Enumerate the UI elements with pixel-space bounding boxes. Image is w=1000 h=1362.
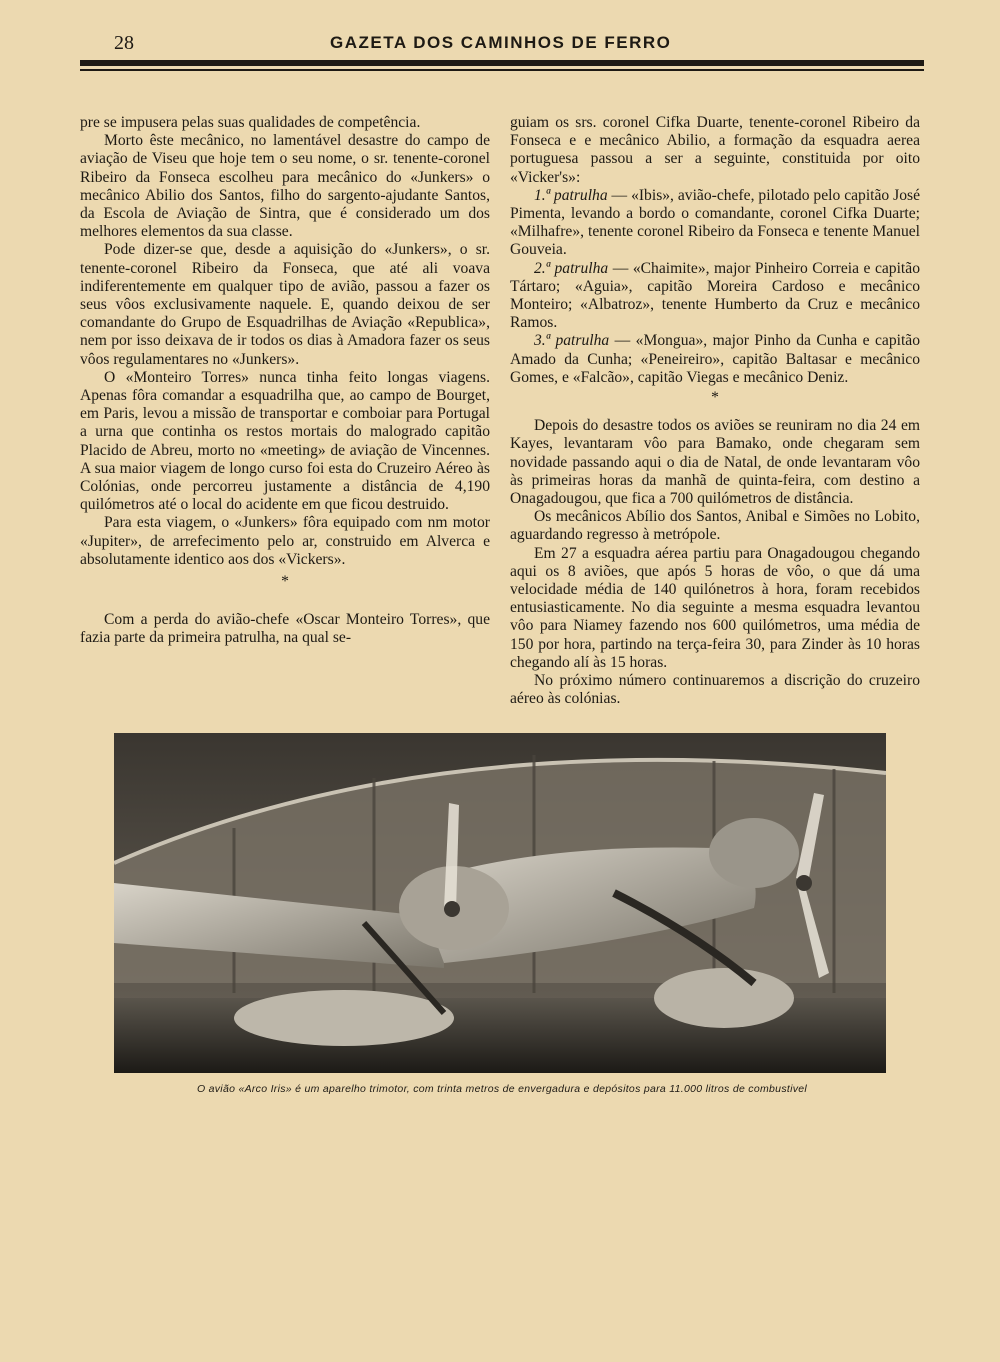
patrol-label: 3.ª patrulha [534, 332, 610, 350]
aircraft-photo [114, 733, 886, 1073]
paragraph: O «Monteiro Torres» nunca tinha feito longas viagens. Apenas fôra comandar a esquadrilha que, ao campo de Bourget, em Paris, levou a missão de transportar e comboiar para Portugal a urna que continha os restos mortais do malogrado capitão Placido de Abreu, morto no «meeting» de aviação de Vincennes. A sua maior viagem de longo curso foi esta do Cruzeiro Aéreo às Colónias, onde percorreu justamente a distância de 4,190 quilómetros até o local do acidente em que ficou destruido. [80, 368, 490, 514]
aircraft-photo-illustration [114, 733, 886, 1073]
patrol-entry [510, 260, 920, 333]
page-number: 28 [114, 32, 134, 54]
paragraph: Em 27 a esquadra aérea partiu para Onagadougou chegando aqui os 8 aviões, que após 5 horas de vôo, o que dá uma velocidade média de 140 quilónetros à hora, foram recebidos entusiasticamente. No dia seguinte a mesma esquadra levantou vôo para Niamey fazendo nos 600 quilómetros, uma média de 150 por hora, partindo na terça-feira 30, para Zinder às 10 horas chegando alí às 15 horas. [510, 544, 920, 671]
left-column [80, 114, 490, 648]
photo-caption: O avião «Arco Iris» é um aparelho trimotor, com trinta metros de envergadura e depósitos para 11.000 litros de combustivel [196, 1083, 808, 1095]
section-separator: * [711, 389, 719, 407]
patrol-label: 2.ª patrulha [534, 259, 609, 277]
patrol-text: — «Ibis», avião-chefe, pilotado pelo capitão José Pimenta, levando a bordo o comandante, coronel Cifka Duarte; «Milhafre», tenente coronel Ribeiro da Fonseca e tenente Manuel Gouveia. [510, 186, 920, 259]
patrol-text: — «Chaimite», major Pinheiro Correia e capitão Tártaro; «Aguia», capitão Moreira Cardoso e mecânico Monteiro; «Albatroz», tenente Humberto da Cruz e mecânico Ramos. [510, 259, 920, 332]
patrol-entry [510, 187, 920, 260]
paragraph: Com a perda do avião-chefe «Oscar Monteiro Torres», que fazia parte da primeira patrulha, na qual se- [80, 611, 490, 647]
paragraph: guiam os srs. coronel Cifka Duarte, tenente-coronel Ribeiro da Fonseca e e mecânico Abilio, a formação da esquadra aerea portuguesa passou a ser a seguinte, constituida por oito «Vicker's»: [510, 114, 920, 186]
paragraph: Pode dizer-se que, desde a aquisição do «Junkers», o sr. tenente-coronel Ribeiro da Fonseca, que até ali voava indiferentemente em qualquer tipo de avião, passou a fazer os seus vôos exclusivamente naquele. E, quando deixou de ser comandante do Grupo de Esquadrilhas de Aviação «Republica», nem por isso deixava de ir todos os dias à Amadora fazer os seus vôos regulamentares no «Junkers». [80, 241, 490, 368]
paragraph: Depois do desastre todos os aviões se reuniram no dia 24 em Kayes, levantaram vôo para Bamako, onde chegaram sem novidade passando aqui o dia de Natal, de onde levantaram vôo às primeiras horas da manhã de quinta-feira, com destino a Onagadougou, que fica a 700 quilómetros de distância. [510, 417, 920, 508]
paragraph: Para esta viagem, o «Junkers» fôra equipado com nm motor «Jupiter», de arrefecimento pelo ar, construido em Alverca e absolutamente identico aos dos «Vickers». [80, 514, 490, 568]
paragraph: pre se impusera pelas suas qualidades de competência. [80, 114, 421, 131]
patrol-label: 1.ª patrulha [534, 186, 608, 204]
patrol-text: — «Mongua», major Pinho da Cunha e capitão Amado da Cunha; «Peneireiro», capitão Baltasar e mecânico Gomes, e «Falcão», capitão Viegas e mecânico Deniz. [510, 332, 920, 386]
masthead-title: GAZETA DOS CAMINHOS DE FERRO [330, 33, 672, 52]
header-rule-thin [80, 69, 924, 71]
header-rule-thick [80, 60, 924, 66]
paragraph: No próximo número continuaremos a discrição do cruzeiro aéreo às colónias. [510, 672, 920, 708]
right-column [510, 114, 920, 709]
paragraph: Os mecânicos Abílio dos Santos, Anibal e Simões no Lobito, aguardando regresso à metrópole. [510, 508, 920, 544]
patrol-entry [510, 332, 920, 387]
section-separator: * [281, 573, 289, 591]
paragraph: Morto êste mecânico, no lamentável desastre do campo de aviação de Viseu que hoje tem o seu nome, o sr. tenente-coronel Ribeiro da Fonseca escolheu para mecânico do «Junkers» o mecânico Abilio dos Santos, filho do sargento-ajudante Santos, da Escola de Aviação de Sintra, que é considerado um dos melhores elementos da sua classe. [80, 132, 490, 241]
